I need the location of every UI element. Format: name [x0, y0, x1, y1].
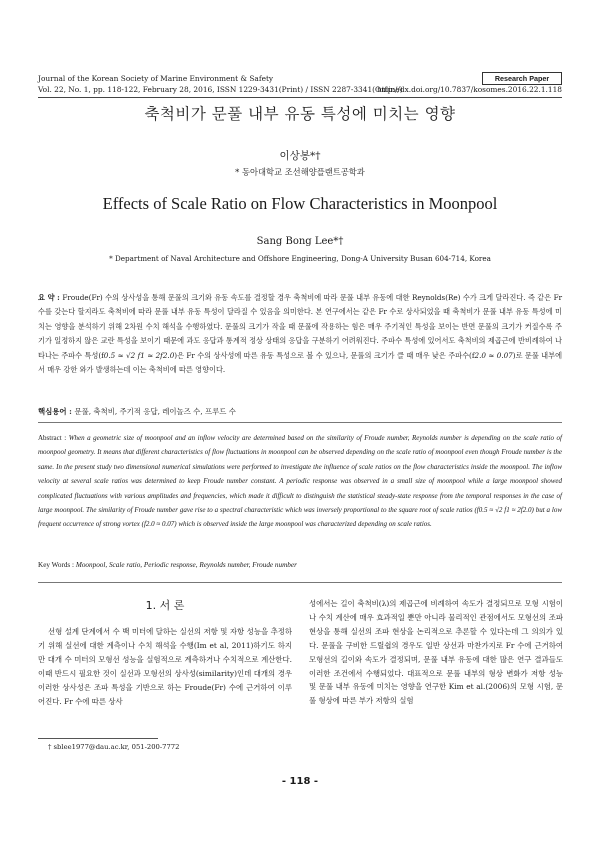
korean-abstract-formula-1: 0.5 ≈ √2 f1 ≈ 2f2.0 — [103, 350, 175, 360]
korean-abstract — [38, 291, 562, 377]
english-abstract-text: When a geometric size of moonpool and an inflow velocity are determined based on the similarity of Froude number, Reynolds number is depending on the scale ratio of moonpool geometry. It means that different characteristics of flow fluctuations in moonpool can be observed depending on the scale ratio of moonpool even though Froude number is the same. In the present study two dimensional numerical simulations were performed to investigate the influence of scale ratios on the flow characteristics inside the moonpool. The inflow velocity at several scale ratios was determined to keep Froude number constant. A periodic response was observed in a small size of moonpool while a large moonpool showed complicated fluctuations with various amplitudes and frequencies, which made it difficult to distinguish the statistical steady-state response from the temporal responses in the case of large moonpool. The similarity of Froude number gave rise to a spectral characteristic which was inversely proportional to the square root of scale ratios (f — [38, 434, 562, 515]
english-keywords — [38, 561, 297, 569]
english-keywords-label: Key Words : — [38, 561, 76, 569]
body-divider — [38, 582, 562, 583]
english-abstract-formula-2: 2.0 ≈ 0.07 — [145, 520, 175, 529]
english-abstract-formula-1: 0.5 ≈ √2 f1 ≈ 2f2.0 — [478, 506, 532, 515]
page-number: - 118 - — [281, 776, 319, 787]
korean-abstract-text-2: )은 Fr 수의 상사성에 따른 유동 특성으로 볼 수 있으나, 문풀의 크기가 클 때 매우 낮은 주파수(f — [174, 350, 475, 360]
intro-left-text: 선형 설계 단계에서 수 백 미터에 달하는 실선의 저항 및 자항 성능을 추정하기 위해 실선에 대한 계측이나 수치 해석을 수행(Im et al, 2011)하기도 하지만 대개 수 미터의 모형선 성능을 실험적으로 계측하거나 수치적으로 계산한다. 이때 반드시 필요한 것이 실선과 모형선의 상사성(similarity)인데 대개의 경우 이러한 상사성은 조파 특성을 기반으로 하는 Froude(Fr) 수에 근거하여 이루어진다. Fr 수에 따른 상사 — [38, 627, 292, 706]
korean-abstract-text-3: )로 문풀 내부에서 매우 강한 와가 발생하는데 이는 축척비에 따른 영향이다. — [38, 350, 563, 375]
english-abstract-label: Abstract : — [38, 434, 69, 442]
footnote-rule — [38, 738, 158, 739]
korean-keywords-text: 문풀, 축척비, 주기적 응답, 레이놀즈 수, 프루드 수 — [74, 407, 236, 416]
english-abstract-text-3: ) which is observed inside the large moonpool was characterized depending on scale ratios. — [174, 520, 432, 529]
english-abstract — [38, 431, 562, 532]
citation-line: Vol. 22, No. 1, pp. 118-122, February 28, 2016, ISSN 1229-3431(Print) / ISSN 2287-3341(Online) — [38, 85, 403, 94]
doi-link[interactable]: http://dx.doi.org/10.7837/kosomes.2016.22.1.118 — [376, 85, 562, 94]
english-title: Effects of Scale Ratio on Flow Characteristics in Moonpool — [102, 194, 498, 213]
research-paper-badge: Research Paper — [482, 72, 562, 85]
abstract-divider — [38, 422, 562, 423]
english-author: Sang Bong Lee*† — [256, 236, 344, 247]
intro-left-column — [38, 625, 292, 708]
corresponding-author-footnote: † sblee1977@dau.ac.kr, 051-200-7772 — [48, 743, 180, 751]
english-keywords-text: Moonpool, Scale ratio, Periodic response, Reynolds number, Froude number — [75, 561, 297, 569]
korean-affiliation: * 동아대학교 조선해양플랜트공학과 — [235, 167, 365, 177]
section-heading-introduction: 1. 서 론 — [145, 599, 185, 612]
korean-keywords-label: 핵심용어 : — [38, 407, 75, 416]
journal-name: Journal of the Korean Society of Marine Environment & Safety — [38, 74, 274, 83]
korean-author: 이상봉*† — [279, 150, 321, 162]
korean-abstract-formula-2: 2.0 ≈ 0.07 — [474, 350, 513, 360]
korean-keywords — [38, 406, 236, 417]
korean-title: 축척비가 문풀 내부 유동 특성에 미치는 영향 — [144, 105, 456, 123]
english-abstract-text-2: ) but a low frequent occurrence of strong vortex (f — [38, 506, 563, 529]
header-rule — [38, 97, 562, 98]
korean-abstract-label: 요 약 : — [38, 293, 63, 302]
intro-right-column: 성에서는 길이 축척비(λ)의 제곱근에 비례하여 속도가 결정되므로 모형 시험이나 수치 계산에 매우 효과적일 뿐만 아니라 물리적인 관점에서도 모형선의 조파 현상을 통해 실선의 조파 현상을 논리적으로 추론할 수 있다는데 그 의의가 있다. 문풀을 구비한 드릴쉽의 경우도 일반 상선과 마찬가지로 Fr 수에 근거하여 모형선의 길이와 속도가 결정되며, 문풀 내부 유동에 대한 많은 연구 결과들도 이러한 조건에서 수행되었다. 대표적으로 문풀 내부의 형상 변화가 저항 성능 및 문풀 내부 유동에 미치는 영향을 연구한 Kim et al.(2006)의 모형 시험, 문풀 형상에 따른 부가 저항의 실험 — [309, 599, 563, 706]
english-affiliation: * Department of Naval Architecture and Offshore Engineering, Dong-A University Busan 604-714, Korea — [109, 254, 491, 263]
korean-abstract-text: Froude(Fr) 수의 상사성을 통해 문풀의 크기와 유동 속도를 결정할 경우 축척비에 따라 문풀 내부 유동에 대한 Reynolds(Re) 수가 크게 달라진다. 즉 같은 Fr 수를 갖는다 할지라도 축척비에 따라 문풀 내부 유동 특성이 달라질 수 있음을 의미한다. 본 연구에서는 같은 Fr 수로 상사되었을 때 축척비가 문풀 내부 유동 특성에 미치는 영향을 분석하기 위해 2차원 수치 해석을 수행하였다. 문풀의 크기가 작을 때 문풀에 작용하는 힘은 매우 주기적인 특성을 보이는 반면 문풀의 크기가 커질수록 주기가 일정하지 않은 교란 특성을 보이기 때문에 과도 응답과 통계적 정상 상태의 응답을 구분하기 어려워진다. 주파수 특성에 있어서도 축척비의 제곱근에 반비례하여 나타나는 주파수 특성(f — [38, 293, 563, 360]
